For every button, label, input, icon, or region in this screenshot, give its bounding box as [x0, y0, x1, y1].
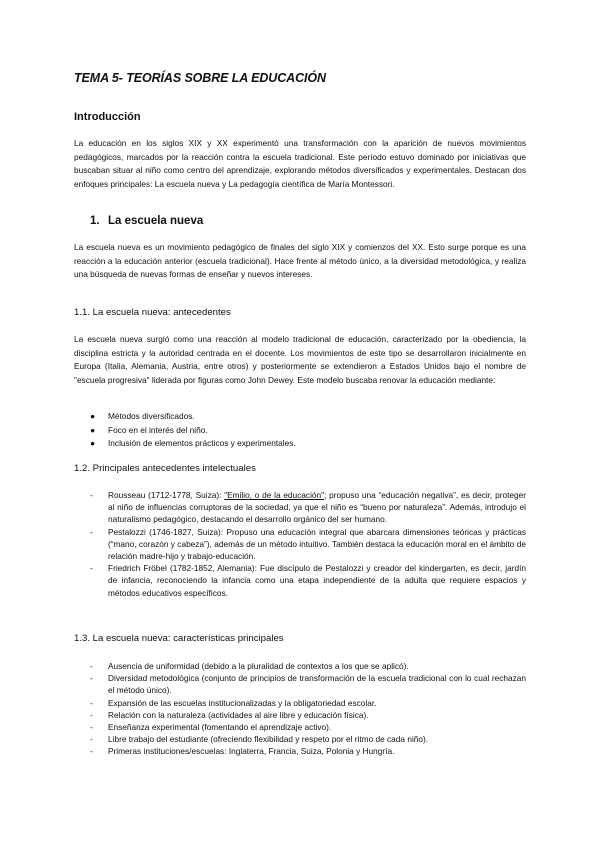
dash-marker: - — [90, 734, 93, 745]
bullet-marker: ● — [90, 424, 96, 435]
list-item: - Ausencia de uniformidad (debido a la pluralidad de contextos a los que se aplicó). — [90, 661, 409, 671]
bullet-marker: ● — [90, 411, 96, 421]
list-item: - Relación con la naturaleza (actividades al aire libre y educación física). — [90, 709, 369, 720]
book-title-link[interactable]: "Emilio, o de la educación" — [224, 490, 325, 500]
list-item: - Primeras instituciones/escuelas: Inglaterra, Francia, Suiza, Polonia y Hungría. — [90, 746, 395, 757]
list-item: - Diversidad metodológica (conjunto de principios de transformación de la escuela tradicional con lo cual rechazan el método único). — [90, 673, 526, 696]
subsection-1-2-heading: 1.2. Principales antecedentes intelectuales — [74, 463, 256, 474]
subsection-1-3-list — [74, 660, 526, 758]
dash-marker: - — [90, 661, 93, 671]
section-1-number: 1. — [90, 215, 100, 227]
subsection-1-1-heading: 1.1. La escuela nueva: antecedentes — [74, 307, 231, 318]
section-1-title: La escuela nueva — [108, 215, 204, 227]
dash-marker: - — [90, 697, 93, 708]
intro-heading: Introducción — [74, 111, 141, 123]
dash-marker: - — [90, 709, 93, 720]
bullet-marker: ● — [90, 438, 96, 448]
subsection-1-1-paragraph: La escuela nueva surgió como una reacción al modelo tradicional de educación, caracterizado por la obediencia, la disciplina estricta y la autoridad centrada en el docente. Los movimientos de este tipo se desarrollaron inicialmente en Europa (Italia, Alemania, Austria, entre otros) y posteriormente se extendieron a Estados Unidos bajo el nombre de "escuela progresiva" liderada por figuras como John Dewey. Este modelo buscaba renovar la educación mediante: — [74, 334, 526, 385]
dash-marker: - — [90, 673, 93, 684]
list-item: ● Métodos diversificados. — [74, 410, 526, 424]
list-item: ● Inclusión de elementos prácticos y experimentales. — [74, 437, 526, 451]
dash-marker: - — [90, 563, 93, 574]
intro-paragraph: La educación en los siglos XIX y XX experimentó una transformación con la aparición de nuevos movimientos pedagógicos, marcados por la reacción contra la escuela tradicional. Este período estuvo dominado por iniciativas que buscaban situar al niño como centro del aprendizaje, explorando métodos diversificados y experimentales. Destacan dos enfoques principales: La escuela nueva y La pedagogía científica de María Montessori. — [74, 138, 526, 189]
dash-marker: - — [90, 526, 93, 537]
subsection-1-1-bullet-list — [74, 410, 526, 451]
list-item: - Pestalozzi (1746-1827, Suiza): Propuso una educación integral que abarcara dimensiones teóricas y prácticas (“mano, corazón y cabeza”), además de un método intuitivo. También destaca la educación moral en el ámbito de relación madre-hijo y trabajo-educación. — [90, 526, 526, 562]
section-1-paragraph: La escuela nueva es un movimiento pedagógico de finales del siglo XIX y comienzos del XX. Esto surge porque es una reacción a la educación anterior (escuela tradicional). Hace frente al método único, a la diversidad metodológica, y realiza una búsqueda de nuevas formas de enseñar y nuevos intereses. — [74, 242, 526, 279]
dash-marker: - — [90, 722, 93, 733]
list-item: - Expansión de las escuelas institucionalizadas y la obligatoriedad escolar. — [90, 697, 377, 708]
list-item: - Enseñanza experimental (fomentando el aprendizaje activo). — [90, 722, 332, 733]
list-item: - Rousseau (1712-1778, Suiza): "Emilio, o de la educación"; propuso una “educación negativa”, es decir, proteger al niño de influencias corruptoras de la sociedad, ya que el niño es “bueno por naturaleza”. Además, introdujo el naturalismo pedagógico, destacando el desarrollo orgánico del ser humano. — [90, 490, 526, 525]
dash-marker: - — [90, 490, 93, 500]
document-title: TEMA 5- TEORÍAS SOBRE LA EDUCACIÓN — [74, 71, 326, 85]
subsection-1-2-list — [74, 489, 526, 599]
dash-marker: - — [90, 746, 93, 757]
list-item: - Libre trabajo del estudiante (ofreciendo flexibilidad y respeto por el ritmo de cada niño). — [90, 734, 429, 745]
list-item: - Friedrich Fröbel (1782-1852, Alemania): Fue discípulo de Pestalozzi y creador del kindergarten, es decir, jardín de infancia, reconociendo la infancia como una etapa independiente de la adulta que requiere espacios y métodos educativos específicos. — [90, 563, 526, 598]
subsection-1-3-heading: 1.3. La escuela nueva: características principales — [74, 633, 284, 644]
section-1-heading — [90, 215, 203, 227]
list-item: ● Foco en el interés del niño. — [74, 424, 526, 438]
